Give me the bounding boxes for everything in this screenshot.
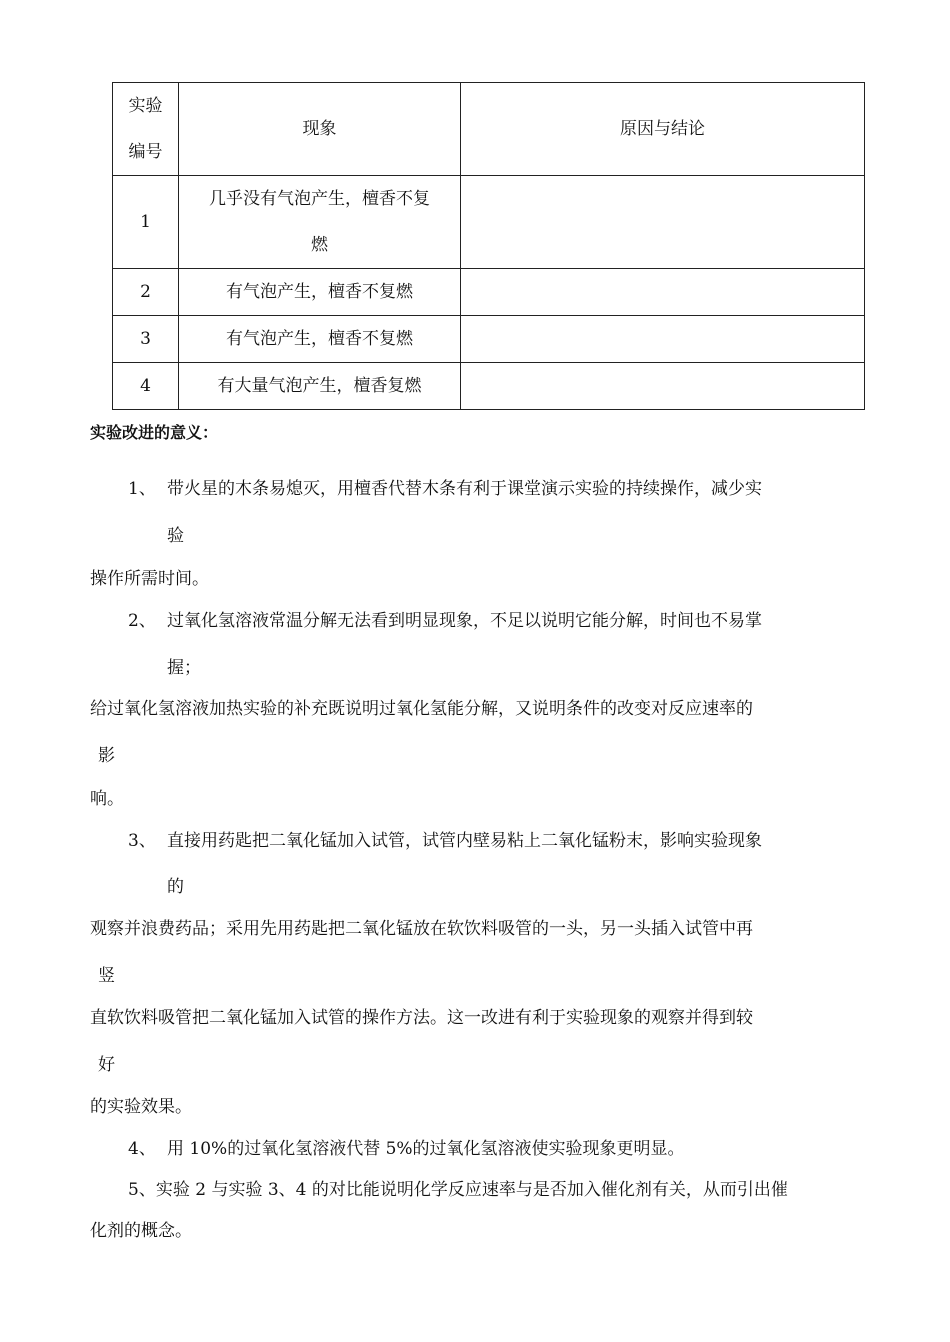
row-phenomenon: 有气泡产生，檀香不复燃 xyxy=(179,316,461,363)
item-1-line: 带火星的木条易熄灭，用檀香代替木条有利于课堂演示实验的持续操作，减少实 xyxy=(167,479,762,499)
table-row xyxy=(113,269,865,316)
row-number: 4 xyxy=(113,363,179,410)
table-row xyxy=(113,176,865,269)
item-3-line: 竖 xyxy=(98,966,115,986)
row-number: 1 xyxy=(113,176,179,269)
item-1-line: 验 xyxy=(167,526,184,546)
item-5-line: 5、实验 2 与实验 3、4 的对比能说明化学反应速率与是否加入催化剂有关，从而引出催 xyxy=(128,1180,788,1200)
header-cell-number: 实验 编号 xyxy=(113,83,179,176)
item-1-marker: 1、 xyxy=(128,479,156,499)
item-4-marker: 4、 xyxy=(128,1139,156,1159)
item-3-line: 好 xyxy=(98,1055,115,1075)
item-2-marker: 2、 xyxy=(128,611,156,631)
item-3-marker: 3、 xyxy=(128,831,156,851)
item-2-line: 握； xyxy=(167,658,201,678)
item-3-line: 直接用药匙把二氧化锰加入试管，试管内壁易粘上二氧化锰粉末，影响实验现象 xyxy=(167,831,762,851)
item-3-line: 直软饮料吸管把二氧化锰加入试管的操作方法。这一改进有利于实验现象的观察并得到较 xyxy=(90,1008,753,1028)
item-3-line: 的实验效果。 xyxy=(90,1097,192,1117)
table-row xyxy=(113,363,865,410)
experiment-table xyxy=(112,82,865,410)
row-reason xyxy=(461,269,865,316)
item-2-line: 给过氧化氢溶液加热实验的补充既说明过氧化氢能分解，又说明条件的改变对反应速率的 xyxy=(90,699,753,719)
item-3-line: 的 xyxy=(167,877,184,897)
item-3-line: 观察并浪费药品；采用先用药匙把二氧化锰放在软饮料吸管的一头，另一头插入试管中再 xyxy=(90,919,753,939)
item-4-line: 用 10%的过氧化氢溶液代替 5%的过氧化氢溶液使实验现象更明显。 xyxy=(167,1139,685,1159)
table-header-row xyxy=(113,83,865,176)
row-reason xyxy=(461,176,865,269)
header-cell-reason: 原因与结论 xyxy=(461,83,865,176)
table-row xyxy=(113,316,865,363)
row-phenomenon: 有气泡产生，檀香不复燃 xyxy=(179,269,461,316)
row-phenomenon: 几乎没有气泡产生，檀香不复 燃 xyxy=(179,176,461,269)
row-reason xyxy=(461,316,865,363)
item-1-line: 操作所需时间。 xyxy=(90,569,209,589)
row-number: 2 xyxy=(113,269,179,316)
item-2-line: 影 xyxy=(98,746,115,766)
item-2-line: 响。 xyxy=(90,789,124,809)
header-cell-phenomenon: 现象 xyxy=(179,83,461,176)
item-2-line: 过氧化氢溶液常温分解无法看到明显现象，不足以说明它能分解，时间也不易掌 xyxy=(167,611,762,631)
item-5-line: 化剂的概念。 xyxy=(90,1221,192,1241)
section-title: 实验改进的意义： xyxy=(90,423,219,442)
row-reason xyxy=(461,363,865,410)
row-phenomenon: 有大量气泡产生，檀香复燃 xyxy=(179,363,461,410)
row-number: 3 xyxy=(113,316,179,363)
